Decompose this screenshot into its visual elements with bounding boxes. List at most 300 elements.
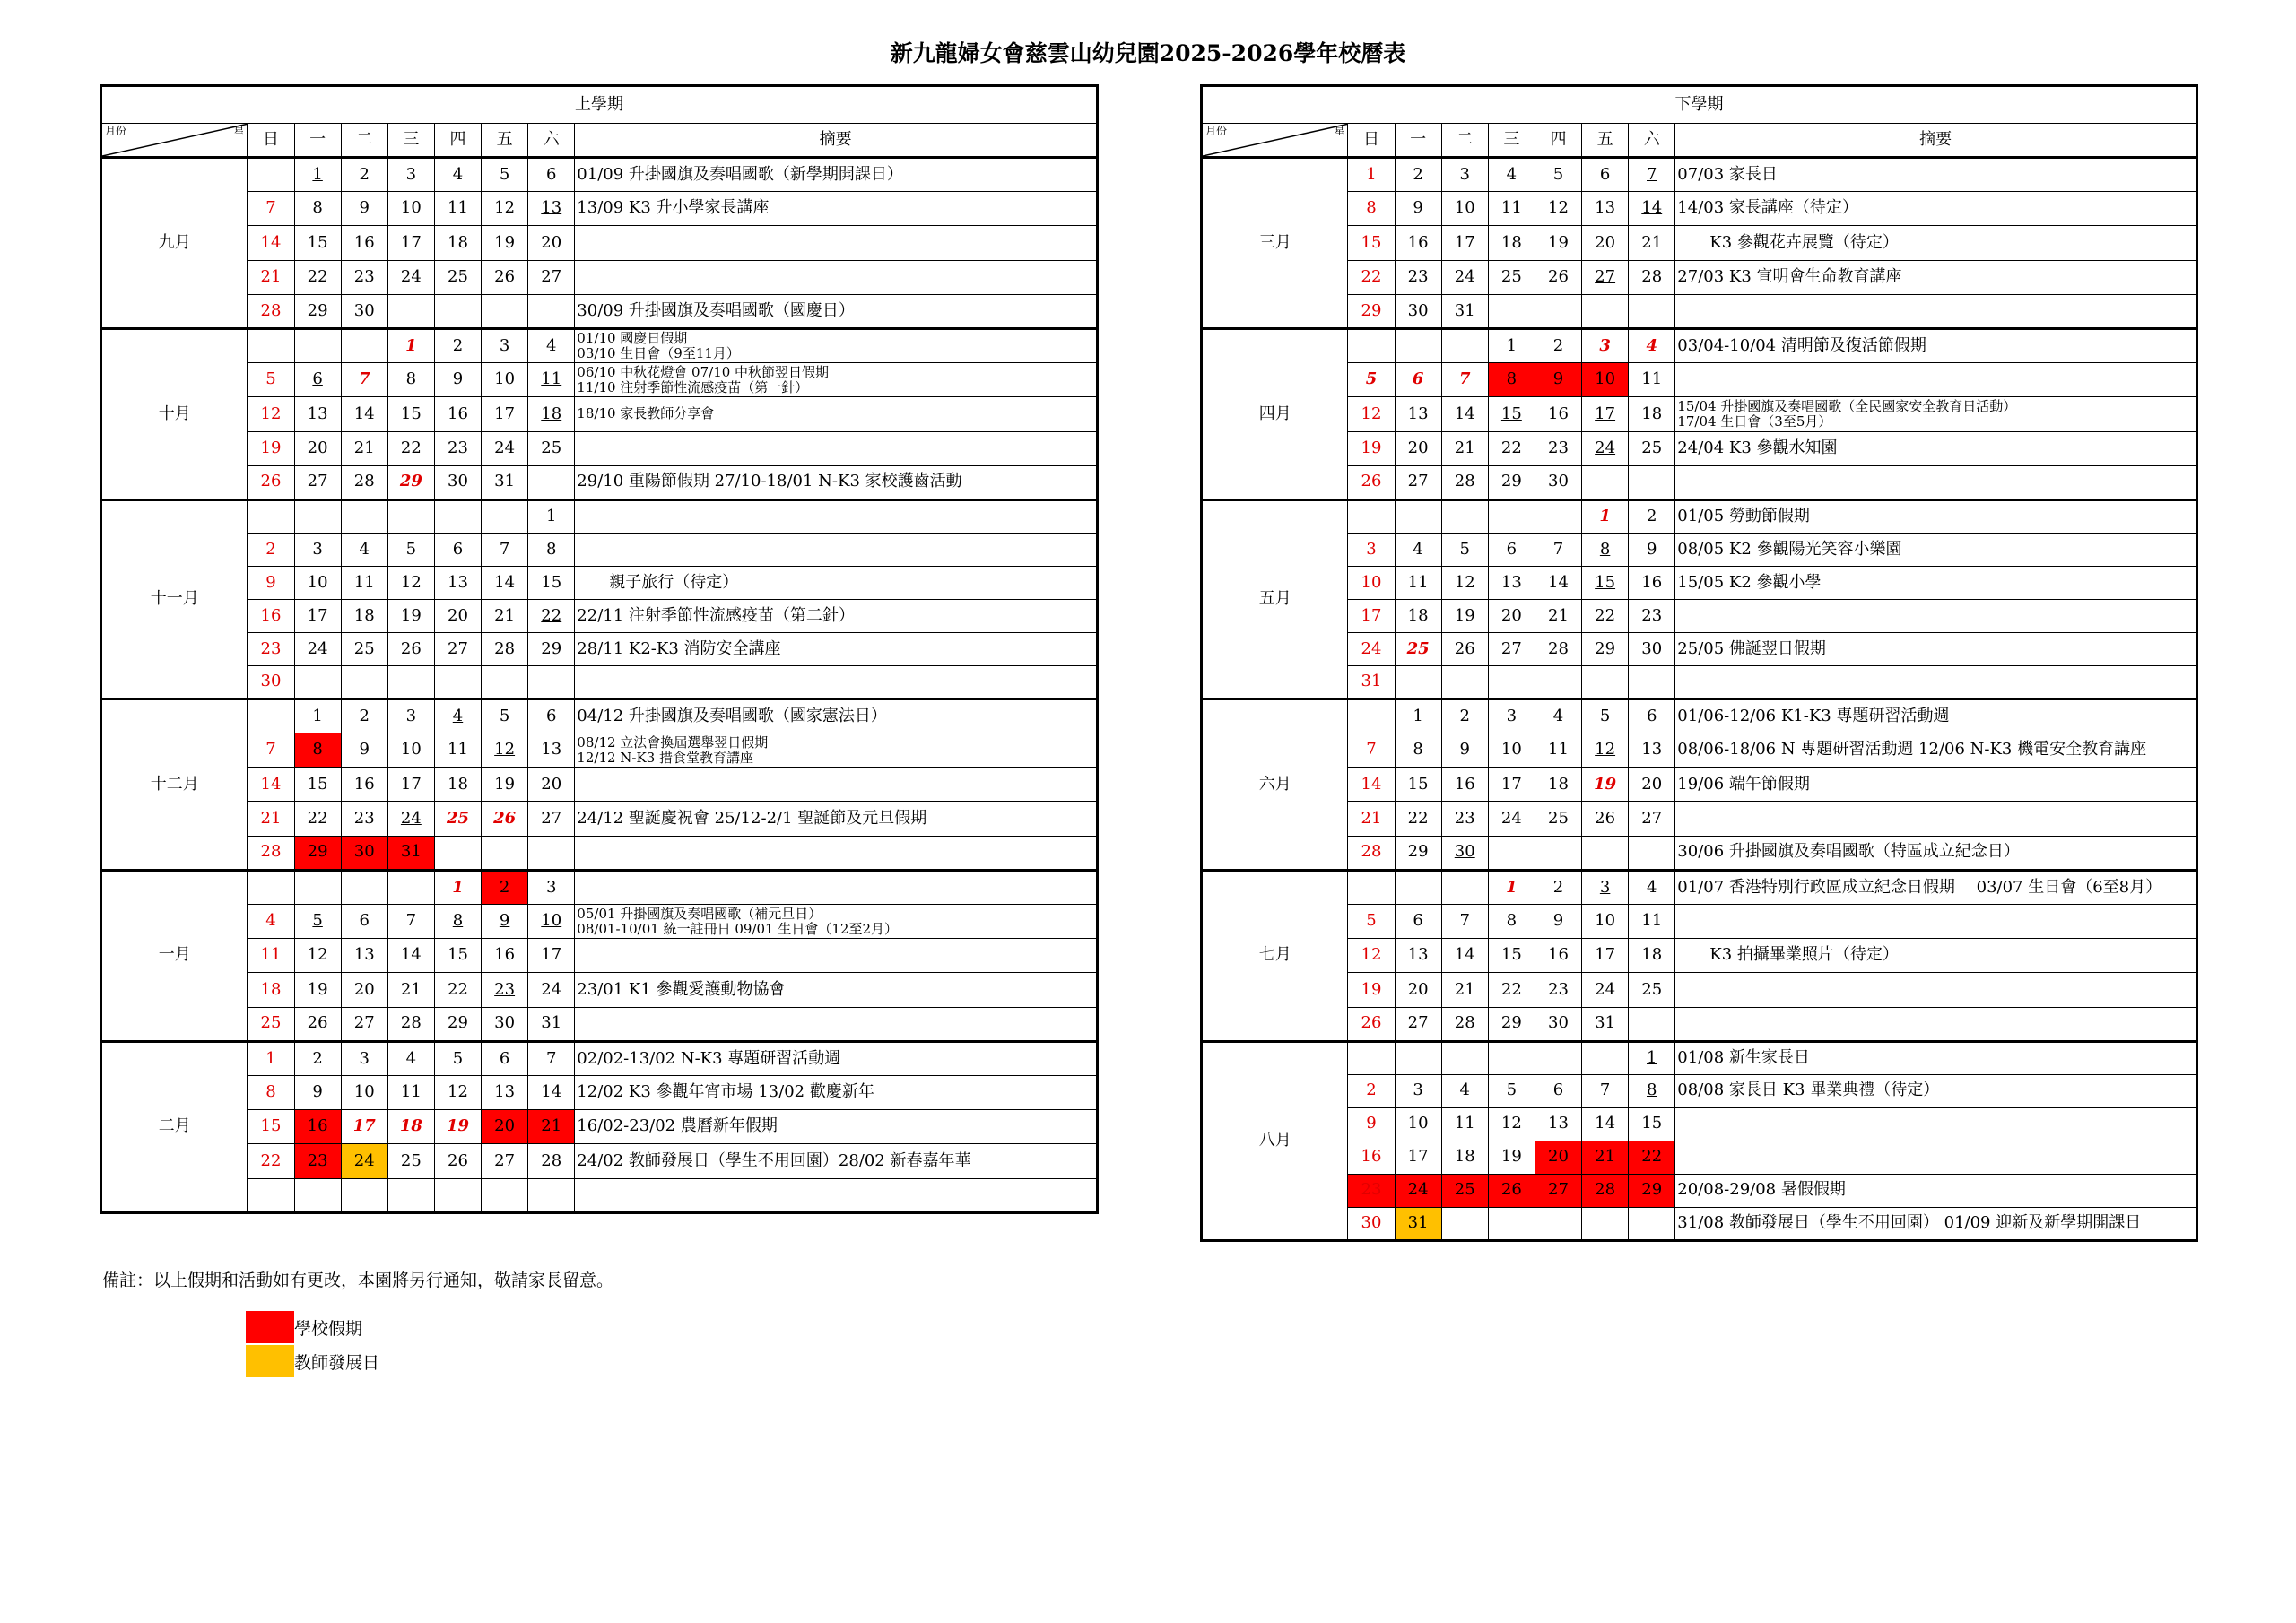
day-cell	[248, 905, 294, 939]
day-number: 5	[499, 706, 510, 725]
day-cell	[1441, 328, 1488, 362]
summary-line: 29/10 重陽節假期 27/10-18/01 N-K3 家校護齒活動	[577, 472, 962, 491]
day-number: 17	[494, 404, 516, 423]
day-number: 18	[260, 979, 282, 999]
day-number: 3	[1599, 877, 1611, 897]
day-cell	[1441, 363, 1488, 397]
day-number: 24	[541, 979, 562, 999]
day-cell	[1582, 1107, 1629, 1141]
day-cell	[1441, 431, 1488, 465]
day-number: 14	[260, 232, 282, 252]
day-number: 30	[448, 472, 468, 491]
week-row	[101, 632, 1098, 665]
day-number: 11	[541, 369, 562, 389]
week-row	[1202, 158, 2197, 192]
day-number: 24	[1500, 808, 1522, 828]
day-number: 29	[307, 842, 328, 862]
day-number: 3	[1506, 706, 1518, 725]
day-cell	[1395, 905, 1441, 939]
summary-cell	[1675, 1041, 2197, 1074]
day-cell	[387, 599, 434, 632]
day-number: 27	[1500, 638, 1522, 658]
day-cell	[1441, 665, 1488, 699]
day-number: 21	[260, 266, 282, 286]
day-cell	[341, 836, 387, 870]
day-number: 12	[494, 740, 516, 759]
day-number: 26	[1454, 638, 1475, 658]
summary-line: 07/03 家長日	[1677, 164, 1778, 184]
day-cell	[248, 158, 294, 192]
day-cell	[387, 905, 434, 939]
day-cell	[1535, 1174, 1581, 1207]
day-cell	[1348, 431, 1395, 465]
summary-cell	[1675, 533, 2197, 566]
day-cell	[1582, 294, 1629, 328]
day-cell	[387, 665, 434, 699]
day-number: 21	[1361, 808, 1382, 828]
summary-line: 01/10 國慶日假期	[577, 330, 688, 347]
day-number: 28	[1361, 842, 1382, 862]
day-number: 19	[400, 605, 422, 625]
week-row	[1202, 768, 2197, 802]
day-number: 5	[1365, 369, 1378, 389]
day-number: 4	[1506, 164, 1518, 184]
week-row	[1202, 1207, 2197, 1240]
day-cell	[248, 802, 294, 836]
day-cell	[1441, 802, 1488, 836]
summary-cell	[1675, 836, 2197, 870]
day-number: 8	[312, 198, 323, 218]
day-cell	[482, 632, 528, 665]
day-number: 8	[1506, 369, 1518, 389]
day-number: 31	[1595, 1013, 1616, 1033]
day-number: 2	[1366, 1081, 1377, 1100]
day-number: 21	[1454, 979, 1475, 999]
day-number: 5	[1506, 1081, 1518, 1100]
day-cell	[341, 226, 387, 260]
day-number: 4	[1552, 706, 1564, 725]
day-number: 22	[307, 808, 328, 828]
day-number: 28	[260, 842, 282, 862]
day-number: 25	[1641, 979, 1663, 999]
day-cell	[1629, 397, 1675, 431]
week-row	[1202, 533, 2197, 566]
day-cell	[1582, 465, 1629, 499]
day-number: 28	[260, 300, 282, 320]
week-row	[1202, 699, 2197, 733]
summary-cell	[1675, 431, 2197, 465]
day-cell	[1488, 226, 1535, 260]
week-row	[1202, 599, 2197, 632]
summary-line: 18/10 家長教師分享會	[577, 405, 715, 422]
day-cell	[528, 939, 575, 973]
day-cell	[294, 973, 341, 1007]
day-cell	[1348, 1007, 1395, 1041]
day-number: 15	[541, 572, 562, 592]
week-row	[101, 599, 1098, 632]
day-number: 27	[494, 1150, 516, 1170]
summary-line: 03/10 生日會（9至11月）	[577, 345, 740, 362]
day-number: 15	[1361, 232, 1382, 252]
day-number: 2	[359, 164, 370, 184]
day-number: 4	[405, 1048, 417, 1068]
day-cell	[341, 465, 387, 499]
day-cell	[1348, 1174, 1395, 1207]
day-cell	[294, 158, 341, 192]
day-number: 28	[400, 1013, 422, 1033]
week-row	[101, 802, 1098, 836]
day-number: 9	[1413, 198, 1423, 218]
day-cell	[1629, 836, 1675, 870]
day-cell	[387, 566, 434, 599]
day-cell	[1441, 566, 1488, 599]
week-row	[1202, 294, 2197, 328]
weekday-header: 日	[1348, 124, 1395, 158]
day-cell	[1582, 836, 1629, 870]
day-cell	[248, 192, 294, 226]
day-number: 12	[1548, 198, 1569, 218]
day-cell	[1582, 226, 1629, 260]
day-cell	[387, 733, 434, 768]
day-number: 9	[359, 740, 370, 759]
day-cell	[1441, 973, 1488, 1007]
day-number: 8	[265, 1082, 276, 1102]
day-number: 26	[307, 1013, 328, 1033]
day-cell	[528, 226, 575, 260]
day-cell	[248, 328, 294, 362]
day-number: 17	[1595, 945, 1616, 965]
day-cell	[1395, 566, 1441, 599]
summary-cell	[1675, 599, 2197, 632]
day-number: 2	[452, 335, 464, 355]
day-number: 30	[260, 672, 282, 691]
day-cell	[528, 905, 575, 939]
day-cell	[1488, 870, 1535, 904]
summary-line: 01/09 升掛國旗及奏唱國歌（新學期開課日）	[577, 164, 903, 184]
day-number: 10	[400, 198, 422, 218]
day-number: 9	[452, 369, 464, 389]
day-number: 14	[400, 945, 422, 965]
day-cell	[482, 870, 528, 904]
day-number: 10	[400, 740, 422, 759]
week-row	[101, 665, 1098, 699]
day-cell	[1629, 533, 1675, 566]
day-cell	[434, 397, 481, 431]
day-cell	[1582, 599, 1629, 632]
week-row	[1202, 226, 2197, 260]
day-cell	[294, 1007, 341, 1041]
day-number: 18	[541, 404, 562, 423]
day-cell	[341, 1007, 387, 1041]
day-cell	[434, 465, 481, 499]
month-name: 五月	[1202, 499, 1348, 699]
day-number: 26	[1548, 266, 1569, 286]
day-number: 16	[1454, 774, 1475, 794]
day-cell	[1395, 836, 1441, 870]
day-number: 27	[1407, 1013, 1429, 1033]
day-number: 13	[1548, 1114, 1569, 1133]
day-number: 21	[541, 1116, 562, 1136]
summary-line: 30/09 升掛國旗及奏唱國歌（國慶日）	[577, 300, 855, 320]
day-cell	[434, 836, 481, 870]
weekday-label: 星	[233, 125, 245, 137]
day-number: 2	[312, 1048, 323, 1068]
day-cell	[387, 1178, 434, 1212]
day-cell	[1535, 260, 1581, 294]
summary-cell	[575, 802, 1098, 836]
day-number: 6	[546, 706, 557, 725]
day-cell	[1348, 260, 1395, 294]
weekday-header: 二	[341, 124, 387, 158]
day-cell	[434, 1178, 481, 1212]
day-number: 14	[494, 572, 516, 592]
day-cell	[434, 768, 481, 802]
day-number: 5	[405, 539, 417, 559]
day-cell	[482, 1007, 528, 1041]
day-cell	[1348, 328, 1395, 362]
summary-cell	[575, 294, 1098, 328]
summary-line: 12/02 K3 參觀年宵市場 13/02 歡慶新年	[577, 1082, 874, 1102]
day-number: 30	[353, 300, 375, 320]
day-number: 20	[541, 232, 562, 252]
week-row	[101, 499, 1098, 533]
day-cell	[341, 699, 387, 733]
day-number: 15	[307, 774, 328, 794]
day-cell	[528, 1007, 575, 1041]
day-number: 28	[1454, 472, 1475, 491]
day-cell	[528, 431, 575, 465]
day-number: 30	[1454, 842, 1475, 862]
day-number: 22	[1500, 438, 1522, 457]
week-row	[101, 699, 1098, 733]
day-number: 17	[352, 1116, 376, 1136]
day-number: 11	[448, 198, 468, 218]
day-cell	[434, 499, 481, 533]
day-cell	[248, 431, 294, 465]
day-number: 19	[307, 979, 328, 999]
day-cell	[1535, 533, 1581, 566]
day-number: 5	[452, 1048, 464, 1068]
day-cell	[1535, 566, 1581, 599]
week-row	[101, 431, 1098, 465]
day-cell	[294, 499, 341, 533]
day-cell	[1441, 1207, 1488, 1240]
day-number: 31	[494, 472, 516, 491]
day-number: 16	[1548, 404, 1569, 423]
day-number: 23	[353, 808, 375, 828]
day-cell	[294, 192, 341, 226]
day-cell	[482, 1075, 528, 1109]
day-number: 10	[1454, 198, 1475, 218]
day-cell	[1582, 905, 1629, 939]
day-cell	[1488, 1107, 1535, 1141]
day-number: 10	[541, 911, 562, 931]
day-number: 13	[1641, 740, 1663, 759]
day-number: 13	[541, 198, 562, 218]
day-cell	[1535, 699, 1581, 733]
day-number: 21	[260, 808, 282, 828]
day-cell	[294, 599, 341, 632]
day-number: 20	[307, 438, 328, 457]
week-row	[1202, 905, 2197, 939]
day-number: 4	[452, 706, 464, 725]
summary-line: 08/12 立法會換屆選舉翌日假期	[577, 733, 769, 751]
day-cell	[1582, 566, 1629, 599]
day-number: 3	[312, 539, 323, 559]
day-number: 13	[1407, 945, 1429, 965]
day-number: 25	[541, 438, 562, 457]
legend-item-teacher-day	[246, 1345, 379, 1377]
day-cell	[1441, 1107, 1488, 1141]
day-number: 24	[400, 808, 422, 828]
day-cell	[434, 939, 481, 973]
summary-cell	[1675, 905, 2197, 939]
day-cell	[1488, 733, 1535, 768]
day-cell	[1582, 665, 1629, 699]
day-cell	[1629, 802, 1675, 836]
summary-cell	[575, 1007, 1098, 1041]
day-number: 10	[1595, 911, 1616, 931]
day-cell	[1535, 465, 1581, 499]
day-cell	[1488, 294, 1535, 328]
day-number: 29	[307, 300, 328, 320]
day-cell	[294, 905, 341, 939]
month-name: 四月	[1202, 328, 1348, 499]
day-cell	[387, 973, 434, 1007]
day-cell	[1582, 1074, 1629, 1107]
day-number: 10	[494, 369, 516, 389]
day-number: 14	[260, 774, 282, 794]
summary-line: 28/11 K2-K3 消防安全講座	[577, 638, 781, 658]
day-cell	[434, 566, 481, 599]
summary-line: 08/05 K2 參觀陽光笑容小樂園	[1677, 539, 1902, 559]
week-row	[1202, 665, 2197, 699]
week-row	[1202, 1141, 2197, 1174]
day-cell	[482, 158, 528, 192]
month-name: 三月	[1202, 158, 1348, 329]
day-number: 4	[265, 911, 276, 931]
day-number: 3	[405, 706, 417, 725]
day-number: 2	[265, 539, 276, 559]
day-cell	[1629, 768, 1675, 802]
calendar-table-second-term	[1200, 84, 2198, 1242]
day-cell	[387, 1110, 434, 1144]
day-cell	[482, 939, 528, 973]
day-cell	[1441, 158, 1488, 192]
week-row	[1202, 1074, 2197, 1107]
day-cell	[1582, 260, 1629, 294]
week-row	[1202, 939, 2197, 973]
day-cell	[341, 768, 387, 802]
day-cell	[1441, 1041, 1488, 1074]
summary-line: 03/04-10/04 清明節及復活節假期	[1677, 335, 1926, 355]
day-cell	[1535, 1007, 1581, 1041]
day-cell	[387, 431, 434, 465]
day-number: 25	[446, 808, 470, 828]
day-cell	[1535, 158, 1581, 192]
day-number: 27	[353, 1013, 375, 1033]
month-label: 月份	[1205, 125, 1228, 137]
day-cell	[434, 665, 481, 699]
day-number: 3	[1366, 539, 1377, 559]
day-cell	[1582, 1174, 1629, 1207]
day-cell	[482, 260, 528, 294]
day-number: 3	[359, 1048, 370, 1068]
summary-cell	[575, 328, 1098, 362]
day-cell	[1488, 802, 1535, 836]
day-cell	[1488, 939, 1535, 973]
summary-cell	[575, 226, 1098, 260]
day-number: 23	[1548, 438, 1569, 457]
weekday-header: 六	[1629, 124, 1675, 158]
day-cell	[248, 363, 294, 397]
summary-cell	[1675, 465, 2197, 499]
summary-cell	[575, 905, 1098, 939]
day-number: 25	[400, 1150, 422, 1170]
day-cell	[434, 973, 481, 1007]
day-cell	[434, 158, 481, 192]
day-cell	[1348, 870, 1395, 904]
day-number: 30	[1361, 1212, 1382, 1232]
week-row	[1202, 870, 2197, 904]
summary-cell	[575, 533, 1098, 566]
summary-line: 13/09 K3 升小學家長講座	[577, 198, 770, 218]
day-number: 23	[1454, 808, 1475, 828]
summary-cell	[1675, 226, 2197, 260]
day-number: 17	[400, 774, 422, 794]
week-row	[1202, 836, 2197, 870]
day-cell	[1348, 533, 1395, 566]
month-weekday-header	[101, 124, 248, 158]
day-cell	[1535, 836, 1581, 870]
day-number: 24	[494, 438, 516, 457]
day-cell	[1629, 1174, 1675, 1207]
summary-cell	[1675, 566, 2197, 599]
day-number: 20	[353, 979, 375, 999]
summary-cell	[1675, 397, 2197, 431]
day-cell	[294, 431, 341, 465]
month-name: 十二月	[101, 699, 248, 870]
day-number: 31	[1361, 672, 1382, 691]
day-cell	[1582, 1007, 1629, 1041]
day-number: 28	[1641, 266, 1663, 286]
day-cell	[341, 733, 387, 768]
week-row	[101, 1178, 1098, 1212]
day-number: 17	[1454, 232, 1475, 252]
day-number: 13	[1407, 404, 1429, 423]
day-cell	[482, 1041, 528, 1075]
summary-cell	[1675, 260, 2197, 294]
day-number: 6	[1647, 706, 1657, 725]
day-number: 8	[546, 539, 557, 559]
summary-cell	[575, 260, 1098, 294]
day-number: 14	[353, 404, 375, 423]
day-number: 20	[1548, 1147, 1569, 1167]
day-cell	[1488, 566, 1535, 599]
day-number: 10	[1361, 572, 1382, 592]
day-cell	[434, 328, 481, 362]
calendar-table-first-term	[100, 84, 1099, 1214]
day-cell	[482, 802, 528, 836]
day-number: 29	[1641, 1180, 1663, 1200]
day-cell	[528, 533, 575, 566]
day-number: 16	[1361, 1147, 1382, 1167]
weekday-header: 五	[482, 124, 528, 158]
day-cell	[1488, 1074, 1535, 1107]
day-number: 24	[1407, 1180, 1429, 1200]
summary-cell	[1675, 192, 2197, 226]
term-title: 下學期	[1202, 86, 2197, 124]
